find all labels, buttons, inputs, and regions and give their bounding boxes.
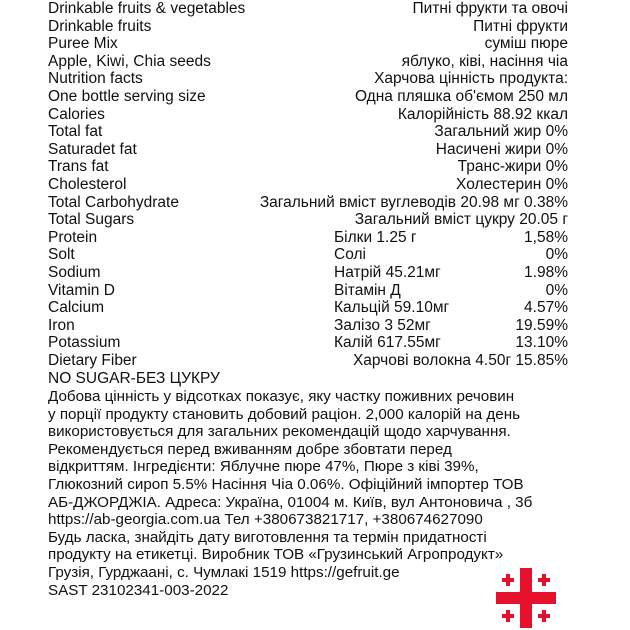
row-value-ua: Харчова цінність продукта: [374, 70, 568, 88]
nutrition-row [48, 176, 568, 194]
row-value-ua: Загальний жир 0% [434, 123, 568, 141]
nutrition-row [48, 70, 568, 88]
paragraph-line: Глюкозний сироп 5.5% Насіння Чіа 0.06%. Офіційний імпортер ТОВ [48, 475, 524, 493]
nutrition-row [48, 317, 568, 335]
row-label-en: Vitamin D [48, 281, 115, 299]
row-label-en: Calories [48, 105, 105, 123]
row-value-ua: суміш пюре [484, 35, 568, 53]
paragraph-line: відкриттям. Інгредієнти: Яблучне пюре 47%, Пюре з ківі 39%, [48, 458, 479, 476]
paragraph-line: продукту на етикетці. Виробник ТОВ «Грузинський Агропродукт» [48, 546, 504, 564]
row-label-en: Dietary Fiber [48, 352, 137, 369]
nutrition-row [48, 123, 568, 141]
nutrition-row [48, 264, 568, 282]
row-value-ua: Загальний вміст цукру 20.05 г [354, 211, 568, 229]
row-label-ua: Солі [334, 246, 366, 264]
row-value-ua: Одна пляшка об'ємом 250 мл [354, 88, 568, 105]
nutrition-row [48, 299, 568, 317]
row-label-ua: Білки 1.25 г [334, 228, 417, 246]
paragraph-line: використовується для загальних рекомендацій щодо харчування. [48, 423, 511, 441]
row-label-en: Protein [48, 228, 98, 246]
row-label-en: Cholesterol [48, 176, 127, 193]
row-label-en: Calcium [48, 299, 104, 317]
paragraph-line: Будь ласка, знайдіть дату виготовлення та термін придатності [48, 528, 487, 546]
row-label-en: Total fat [48, 123, 103, 141]
nutrition-row [48, 18, 568, 36]
nutrition-row [48, 88, 568, 106]
paragraph-line: Грузія, Гурджаані, с. Чумлакі 1519 https://gefruit.ge [48, 563, 400, 581]
row-label-en: Total Sugars [48, 211, 135, 229]
row-value-ua: 0% [545, 246, 568, 264]
paragraph-line: АБ-ДЖОРДЖІА. Адреса: Україна, 01004 м. Київ, вул Антоновича , 3б [48, 493, 533, 511]
row-label-en: Iron [48, 316, 75, 334]
nutrition-row [48, 53, 568, 71]
row-label-en: Trans fat [48, 158, 109, 176]
georgian-cross-flag-icon [496, 568, 556, 628]
nutrition-row [48, 229, 568, 247]
nutrition-row [48, 352, 568, 370]
row-value-ua: Питні фрукти [473, 17, 568, 35]
row-value-ua: 1.98% [524, 264, 568, 281]
row-label-en: Saturadet fat [48, 140, 137, 158]
nutrition-row [48, 246, 568, 264]
row-value-ua: Транс-жири 0% [457, 158, 568, 176]
row-label-en: Potassium [48, 334, 121, 352]
nutrition-row [48, 211, 568, 229]
row-value-ua: 13.10% [515, 334, 568, 352]
row-value-ua: 0% [545, 281, 568, 299]
row-label-ua: Натрій 45.21мг [334, 264, 441, 281]
nutrition-row [48, 141, 568, 159]
nutrition-row [48, 35, 568, 53]
paragraph-line: Добова цінність у відсотках показує, яку частку поживних речовин [48, 388, 515, 405]
row-value-ua: Холестерин 0% [456, 176, 568, 193]
row-value-ua: Насичені жири 0% [435, 140, 568, 158]
row-value-ua: Питні фрукти та овочі [412, 0, 568, 17]
no-sugar-label: NO SUGAR-БЕЗ ЦУКРУ [48, 370, 220, 387]
nutrition-row [48, 0, 568, 18]
nutrition-row [48, 334, 568, 352]
row-label-en: Drinkable fruits & vegetables [48, 0, 246, 17]
row-value-ua: Загальний вміст вуглеводів 20.98 мг 0.38% [259, 193, 568, 211]
paragraph-line: https://ab-georgia.com.ua Тел +380673821717, +380674627090 [48, 511, 483, 529]
nutrition-row [48, 282, 568, 300]
row-label-ua: Залізо 3 52мг [334, 316, 431, 334]
row-label-ua: Вітамін Д [334, 281, 401, 299]
row-label-en: Sodium [48, 264, 101, 281]
nutrition-row [48, 106, 568, 124]
row-value-ua: 4.57% [524, 299, 568, 317]
row-label-ua: Калій 617.55мг [334, 334, 441, 352]
row-label-en: Apple, Kiwi, Chia seeds [48, 52, 211, 70]
row-value-ua: яблуко, ківі, насіння чіа [401, 52, 568, 70]
row-label-en: Total Carbohydrate [48, 193, 179, 211]
row-value-ua: 19.59% [515, 316, 568, 334]
nutrition-row [48, 194, 568, 212]
paragraph-line: у порції продукту становить добовий раціон. 2,000 калорій на день [48, 405, 520, 423]
row-value-ua: Калорійність 88.92 ккал [397, 105, 568, 123]
row-label-en: Nutrition facts [48, 70, 143, 88]
row-label-en: One bottle serving size [48, 88, 206, 105]
row-label-en: Solt [48, 246, 75, 264]
row-label-en: Puree Mix [48, 35, 118, 53]
nutrition-row [48, 158, 568, 176]
paragraph-line: Рекомендується перед вживанням добре збовтати перед [48, 440, 452, 458]
row-value-ua: 1,58% [524, 228, 568, 246]
row-value-ua: Харчові волокна 4.50г 15.85% [352, 352, 568, 369]
row-label-en: Drinkable fruits [48, 17, 152, 35]
paragraph-line: SAST 23102341-003-2022 [48, 581, 229, 599]
row-label-ua: Кальцій 59.10мг [334, 299, 450, 317]
